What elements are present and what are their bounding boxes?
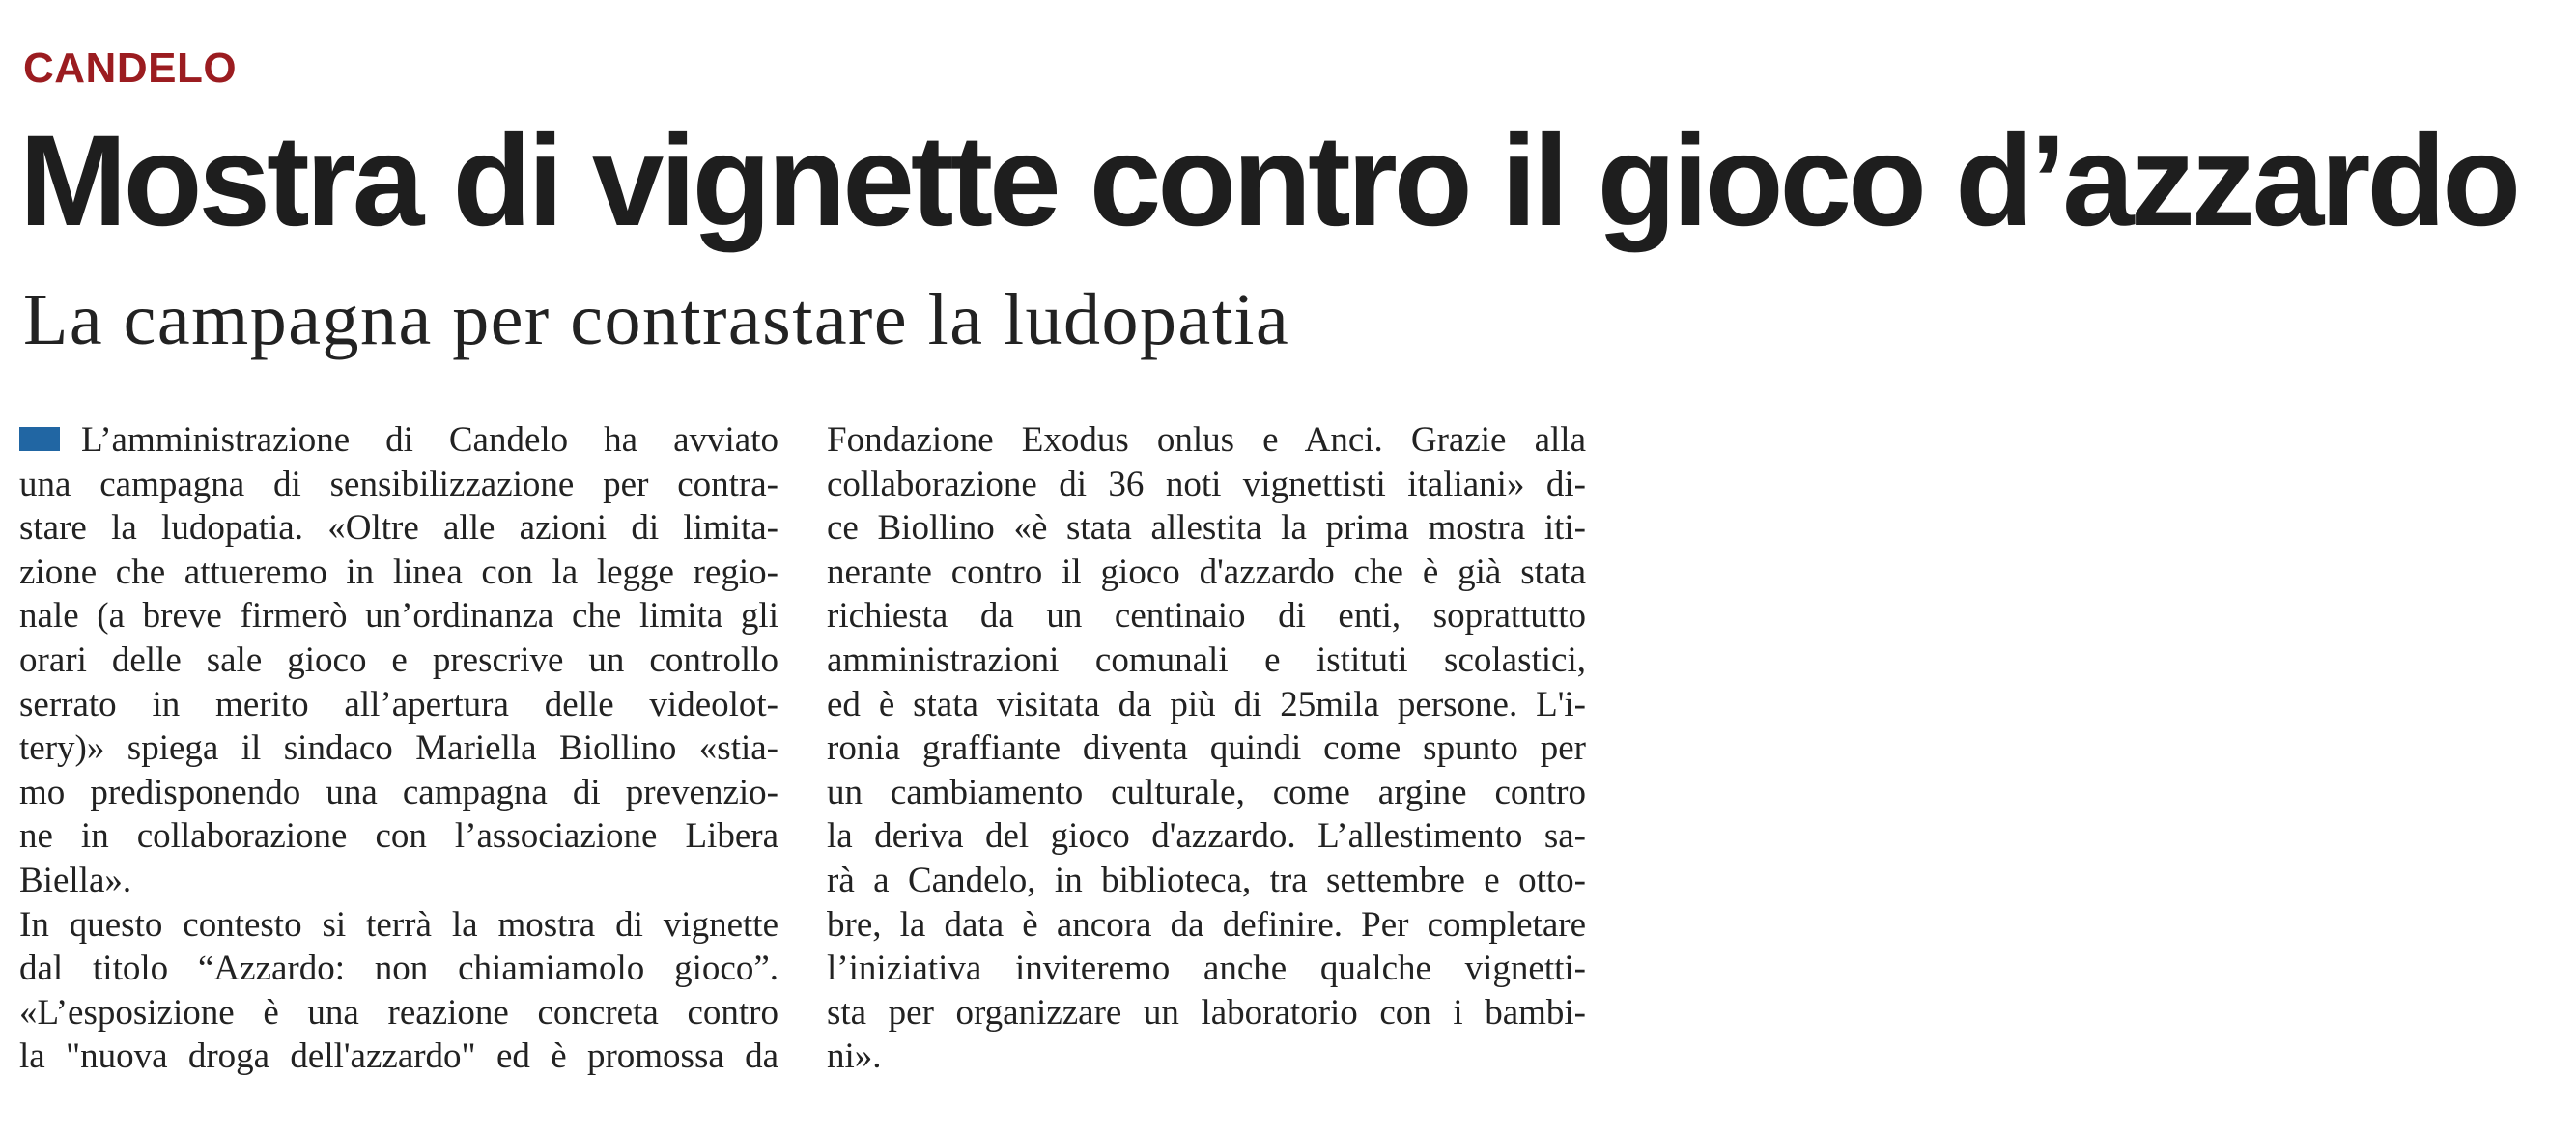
text-line: un cambiamento culturale, come argine contro	[827, 772, 1586, 812]
text-line: serrato in merito all’apertura delle videolot-	[19, 684, 778, 724]
text-line: nale (a breve firmerò un’ordinanza che limita gli	[19, 596, 778, 637]
text-line: tery)» spiega il sindaco Mariella Biollino «stia-	[19, 728, 778, 769]
text-line: stare la ludopatia. «Oltre alle azioni di limita-	[19, 508, 778, 549]
text-line: dal titolo “Azzardo: non chiamiamolo gioco”.	[19, 949, 778, 989]
text-line: bre, la data è ancora da definire. Per completare	[827, 904, 1586, 945]
text-line: nerante contro il gioco d'azzardo che è già stata	[827, 552, 1586, 592]
text-line: ni».	[827, 1036, 882, 1077]
bullet-marker	[19, 427, 60, 451]
article-first-line	[19, 418, 778, 463]
text-line: richiesta da un centinaio di enti, soprattutto	[827, 596, 1586, 637]
text-line: Biella».	[19, 860, 132, 900]
headline: Mostra di vignette contro il gioco d’azzardo	[19, 109, 2518, 253]
subheadline: La campagna per contrastare la ludopatia	[23, 279, 1290, 360]
text-line: Fondazione Exodus onlus e Anci. Grazie alla	[827, 420, 1586, 460]
text-line: ce Biollino «è stata allestita la prima mostra iti-	[827, 508, 1586, 549]
text-line: L’amministrazione di Candelo ha avviato	[81, 420, 778, 460]
text-line: la "nuova droga dell'azzardo" ed è promossa da	[19, 1036, 778, 1077]
article-column-left	[19, 418, 778, 1079]
text-line: amministrazioni comunali e istituti scolastici,	[827, 639, 1586, 680]
text-line: rà a Candelo, in biblioteca, tra settembre e otto-	[827, 860, 1586, 900]
text-line: In questo contesto si terrà la mostra di vignette	[19, 904, 778, 945]
text-line: zione che attueremo in linea con la legge regio-	[19, 552, 778, 592]
kicker: CANDELO	[23, 44, 238, 92]
text-line: ronia graffiante diventa quindi come spunto per	[827, 728, 1586, 769]
text-line: sta per organizzare un laboratorio con i bambi-	[827, 992, 1586, 1033]
text-line: una campagna di sensibilizzazione per contra-	[19, 464, 778, 504]
text-line: ne in collaborazione con l’associazione Libera	[19, 816, 778, 857]
text-line: l’iniziativa inviteremo anche qualche vignetti-	[827, 949, 1586, 989]
text-line: orari delle sale gioco e prescrive un controllo	[19, 639, 778, 680]
text-line: collaborazione di 36 noti vignettisti italiani» di-	[827, 464, 1586, 504]
article-column-right	[827, 418, 1586, 1079]
text-line: mo predisponendo una campagna di prevenzio-	[19, 772, 778, 812]
text-line: «L’esposizione è una reazione concreta contro	[19, 992, 778, 1033]
text-line: ed è stata visitata da più di 25mila persone. L'i-	[827, 684, 1586, 724]
text-line: la deriva del gioco d'azzardo. L’allestimento sa-	[827, 816, 1586, 857]
